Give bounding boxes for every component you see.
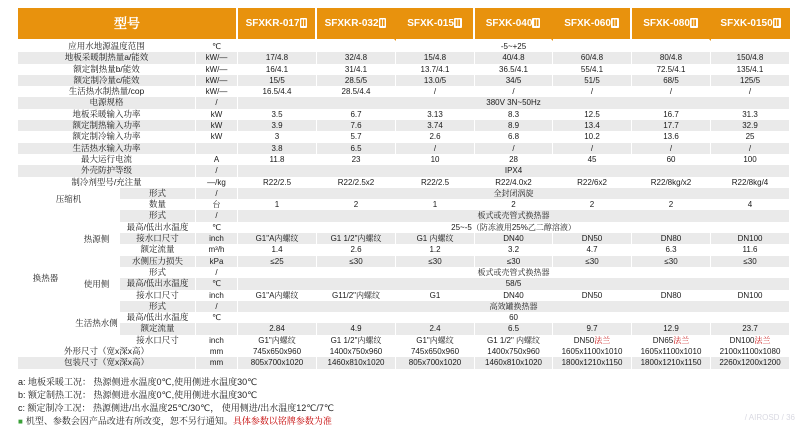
value-cell: ≤30 xyxy=(553,256,632,267)
value-cell: / xyxy=(711,143,790,154)
value-cell: R22/6x2 xyxy=(553,177,632,188)
spanning-value-cell: -5~+25 xyxy=(238,41,790,52)
value-cell: 32/4.8 xyxy=(317,52,396,63)
value-cell: 15/5 xyxy=(238,75,317,86)
table-row xyxy=(18,278,790,289)
unit-cell: ℃ xyxy=(196,312,238,323)
value-cell: / xyxy=(475,86,553,97)
unit-cell: inch xyxy=(196,233,238,244)
header-row xyxy=(18,8,790,41)
value-cell: 32.9 xyxy=(711,120,790,131)
value-cell: 17.7 xyxy=(632,120,711,131)
value-cell: 2 xyxy=(553,199,632,210)
spanning-value-cell: 板式或壳管式换热器 xyxy=(238,267,790,278)
row-label: 形式 xyxy=(120,210,196,221)
value-text: DN50 xyxy=(573,335,595,345)
value-cell xyxy=(632,335,711,346)
value-cell: G1 1/2" 内螺纹 xyxy=(475,335,553,346)
spanning-value-cell: 全封闭涡旋 xyxy=(238,188,790,199)
green-square-bullet-icon: ■ xyxy=(18,417,23,426)
table-row xyxy=(18,210,790,221)
unit-cell: / xyxy=(196,267,238,278)
value-cell: G1"内螺纹 xyxy=(238,335,317,346)
value-cell: 10 xyxy=(396,154,475,165)
spanning-value-cell: 58/5 xyxy=(238,278,790,289)
unit-cell: / xyxy=(196,301,238,312)
value-cell: G1 1/2"内螺纹 xyxy=(317,233,396,244)
table-row xyxy=(18,244,790,255)
unit-cell: m³/h xyxy=(196,244,238,255)
value-cell: 13.4 xyxy=(553,120,632,131)
unit-cell: 台 xyxy=(196,199,238,210)
disclaimer-text: 机型、参数会因产品改进有所改变，恕不另行通知。 xyxy=(25,416,233,426)
value-cell: 31.3 xyxy=(711,109,790,120)
footnote-c: c: 额定制冷工况： 热源侧进/出水温度25℃/30℃， 使用侧进/出水温度12℃/7℃ xyxy=(18,403,334,413)
value-cell: 2 xyxy=(475,199,553,210)
model-header-sfxk-040 xyxy=(475,8,553,41)
value-cell: 1 xyxy=(238,199,317,210)
value-cell: 16.7 xyxy=(632,109,711,120)
unit-cell: ℃ xyxy=(196,41,238,52)
unit-cell: kPa xyxy=(196,256,238,267)
value-cell: 45 xyxy=(553,154,632,165)
value-cell: / xyxy=(711,86,790,97)
value-cell: 2 xyxy=(632,199,711,210)
value-cell: 40/4.8 xyxy=(475,52,553,63)
value-cell: DN100 xyxy=(711,290,790,301)
value-cell: 5.7 xyxy=(317,131,396,142)
model-name: SFXKR-032 xyxy=(324,18,379,29)
value-cell: 8.3 xyxy=(475,109,553,120)
row-label: 额定流量 xyxy=(120,244,196,255)
row-label: 数量 xyxy=(120,199,196,210)
table-row xyxy=(18,290,790,301)
table-row xyxy=(18,256,790,267)
value-cell: 2 xyxy=(317,199,396,210)
value-cell: 36.5/4.1 xyxy=(475,64,553,75)
value-cell: 1605x1100x1010 xyxy=(553,346,632,357)
model-suffix-badge: Ⅱ xyxy=(454,18,461,28)
model-suffix-badge: Ⅱ xyxy=(773,18,780,28)
model-header-sfxk-0150 xyxy=(711,8,790,41)
unit-cell: inch xyxy=(196,335,238,346)
row-label: 接水口尺寸 xyxy=(120,335,196,346)
unit-cell: kW/— xyxy=(196,75,238,86)
value-cell: / xyxy=(475,143,553,154)
value-cell: 13.6 xyxy=(632,131,711,142)
value-cell: ≤30 xyxy=(396,256,475,267)
value-cell: 28 xyxy=(475,154,553,165)
value-cell: R22/8kg/4 xyxy=(711,177,790,188)
value-cell xyxy=(711,335,790,346)
unit-cell: ℃ xyxy=(196,278,238,289)
value-cell: 1400x750x960 xyxy=(317,346,396,357)
value-cell: / xyxy=(396,143,475,154)
unit-cell: —/kg xyxy=(196,177,238,188)
value-cell: 2100x1100x1080 xyxy=(711,346,790,357)
value-cell: ≤30 xyxy=(711,256,790,267)
value-cell: 16/4.1 xyxy=(238,64,317,75)
value-cell: ≤30 xyxy=(317,256,396,267)
value-cell: 31/4.1 xyxy=(317,64,396,75)
value-cell: 7.6 xyxy=(317,120,396,131)
value-cell: 68/5 xyxy=(632,75,711,86)
unit-cell: / xyxy=(196,165,238,176)
value-cell: 16.5/4.4 xyxy=(238,86,317,97)
value-cell: 2.6 xyxy=(396,131,475,142)
row-label: 外壳防护等级 xyxy=(18,165,196,176)
row-subgroup-label: 生活热水侧 xyxy=(74,301,120,346)
value-cell: 1800x1210x1150 xyxy=(632,357,711,368)
table-row xyxy=(18,267,790,278)
value-cell: 15/4.8 xyxy=(396,52,475,63)
unit-cell: A xyxy=(196,154,238,165)
footnote-a: a: 地板采暖工况： 热源侧进水温度0℃,使用侧进水温度30℃ xyxy=(18,377,258,387)
value-cell: / xyxy=(632,86,711,97)
table-row xyxy=(18,222,790,233)
spanning-value-cell: 25~-5（防冻液用25%乙二醇溶液） xyxy=(238,222,790,233)
row-subgroup-label: 热源侧 xyxy=(74,210,120,266)
value-text: DN65 xyxy=(652,335,674,345)
unit-cell: kW xyxy=(196,131,238,142)
model-header-sfxkr-017 xyxy=(238,8,317,41)
row-label: 形式 xyxy=(120,267,196,278)
model-name: SFXKR-017 xyxy=(245,18,300,29)
table-row xyxy=(18,335,790,346)
row-label: 额定制冷输入功率 xyxy=(18,131,196,142)
table-row xyxy=(18,346,790,357)
value-cell: 1400x750x960 xyxy=(475,346,553,357)
value-cell: 150/4.8 xyxy=(711,52,790,63)
table-row xyxy=(18,177,790,188)
spanning-value-cell: 板式或壳管式换热器 xyxy=(238,210,790,221)
model-suffix-badge: Ⅱ xyxy=(379,18,386,28)
value-cell: 1460x810x1020 xyxy=(317,357,396,368)
model-header-sfxk-080 xyxy=(632,8,711,41)
row-subgroup-label: 使用侧 xyxy=(74,267,120,301)
row-label: 地板采暖输入功率 xyxy=(18,109,196,120)
model-name: SFXK-060 xyxy=(564,18,611,29)
value-cell: G1 内螺纹 xyxy=(396,233,475,244)
value-cell: 34/5 xyxy=(475,75,553,86)
row-group-label: 压缩机 xyxy=(18,188,120,211)
row-label: 接水口尺寸 xyxy=(120,290,196,301)
value-cell: 4 xyxy=(711,199,790,210)
value-cell: 3.5 xyxy=(238,109,317,120)
value-cell: DN50 xyxy=(553,290,632,301)
model-header-sfxk-060 xyxy=(553,8,632,41)
value-cell: 3.74 xyxy=(396,120,475,131)
value-cell: G1"A内螺纹 xyxy=(238,290,317,301)
row-label: 接水口尺寸 xyxy=(120,233,196,244)
value-cell: 2.4 xyxy=(396,323,475,334)
table-row xyxy=(18,109,790,120)
footnotes xyxy=(18,376,334,426)
value-cell: DN40 xyxy=(475,233,553,244)
value-cell: 805x700x1020 xyxy=(238,357,317,368)
value-cell: 10.2 xyxy=(553,131,632,142)
value-cell: 9.7 xyxy=(553,323,632,334)
value-cell: 17/4.8 xyxy=(238,52,317,63)
value-cell: DN80 xyxy=(632,233,711,244)
value-cell: 1.2 xyxy=(396,244,475,255)
value-cell: 2260x1200x1200 xyxy=(711,357,790,368)
table-row xyxy=(18,131,790,142)
value-cell: 4.9 xyxy=(317,323,396,334)
model-name: SFXK-0150 xyxy=(720,18,773,29)
value-cell: R22/4.0x2 xyxy=(475,177,553,188)
value-cell xyxy=(553,335,632,346)
table-row xyxy=(18,188,790,199)
table-row xyxy=(18,41,790,52)
value-cell: 28.5/5 xyxy=(317,75,396,86)
footnote-disclaimer xyxy=(18,415,334,426)
unit-cell: mm xyxy=(196,346,238,357)
value-cell: 2.6 xyxy=(317,244,396,255)
value-cell: 6.3 xyxy=(632,244,711,255)
table-row xyxy=(18,75,790,86)
value-cell: 3.2 xyxy=(475,244,553,255)
unit-cell: ℃ xyxy=(196,222,238,233)
row-label: 最高/低出水温度 xyxy=(120,278,196,289)
value-cell: 51/5 xyxy=(553,75,632,86)
value-cell: ≤25 xyxy=(238,256,317,267)
unit-cell xyxy=(196,143,238,154)
table-row xyxy=(18,323,790,334)
value-cell: 80/4.8 xyxy=(632,52,711,63)
value-cell: 25 xyxy=(711,131,790,142)
value-cell: 28.5/4.4 xyxy=(317,86,396,97)
row-label: 生活热水制热量/cop xyxy=(18,86,196,97)
row-label: 最高/低出水温度 xyxy=(120,222,196,233)
unit-cell: mm xyxy=(196,357,238,368)
row-label: 应用水地源温度范围 xyxy=(18,41,196,52)
value-cell: 805x700x1020 xyxy=(396,357,475,368)
table-row xyxy=(18,52,790,63)
value-cell: 12.9 xyxy=(632,323,711,334)
value-flange-red-text: 法兰 xyxy=(594,335,611,345)
row-label: 额定流量 xyxy=(120,323,196,334)
value-cell: G1 1/2"内螺纹 xyxy=(317,335,396,346)
value-cell: R22/2.5 xyxy=(396,177,475,188)
value-cell: 60/4.8 xyxy=(553,52,632,63)
model-header-sfxkr-032 xyxy=(317,8,396,41)
table-row xyxy=(18,64,790,75)
spanning-value-cell: 60 xyxy=(238,312,790,323)
value-flange-red-text: 法兰 xyxy=(754,335,771,345)
unit-cell xyxy=(196,323,238,334)
table-row xyxy=(18,86,790,97)
value-cell: 11.6 xyxy=(711,244,790,255)
row-label: 水侧压力损失 xyxy=(120,256,196,267)
value-text: DN100 xyxy=(729,335,755,345)
value-cell: 4.7 xyxy=(553,244,632,255)
value-cell: 13.0/5 xyxy=(396,75,475,86)
model-column-header: 型号 xyxy=(18,8,238,41)
value-cell: 12.5 xyxy=(553,109,632,120)
table-row xyxy=(18,312,790,323)
value-cell: 745x650x960 xyxy=(238,346,317,357)
unit-cell: kW/— xyxy=(196,64,238,75)
value-cell: G1 xyxy=(396,290,475,301)
table-header xyxy=(18,8,790,41)
unit-cell: kW xyxy=(196,120,238,131)
value-cell: ≤30 xyxy=(475,256,553,267)
value-cell: 100 xyxy=(711,154,790,165)
page-watermark: / AIROSD / 36 xyxy=(744,413,795,422)
value-cell: 1 xyxy=(396,199,475,210)
value-cell: 23 xyxy=(317,154,396,165)
row-label: 额定制热量b/能效 xyxy=(18,64,196,75)
value-cell: 3.13 xyxy=(396,109,475,120)
unit-cell: kW/— xyxy=(196,86,238,97)
value-cell: DN100 xyxy=(711,233,790,244)
value-cell: 135/4.1 xyxy=(711,64,790,75)
model-name: SFXK-080 xyxy=(643,18,690,29)
model-suffix-badge: Ⅱ xyxy=(611,18,618,28)
value-cell: 6.5 xyxy=(317,143,396,154)
row-label: 制冷剂型号/充注量 xyxy=(18,177,196,188)
value-cell: 1605x1100x1010 xyxy=(632,346,711,357)
value-cell: R22/2.5 xyxy=(238,177,317,188)
value-cell: / xyxy=(632,143,711,154)
row-label: 最大运行电流 xyxy=(18,154,196,165)
unit-cell: / xyxy=(196,97,238,108)
table-row xyxy=(18,120,790,131)
footnote-b: b: 额定制热工况： 热源侧进水温度0℃,使用侧进水温度30℃ xyxy=(18,390,258,400)
model-suffix-badge: Ⅱ xyxy=(533,18,540,28)
model-suffix-badge: Ⅱ xyxy=(300,18,307,28)
model-name: SFXK-015 xyxy=(407,18,454,29)
row-label: 电源规格 xyxy=(18,97,196,108)
table-row xyxy=(18,143,790,154)
value-cell: 23.7 xyxy=(711,323,790,334)
value-cell: 11.8 xyxy=(238,154,317,165)
value-cell: ≤30 xyxy=(632,256,711,267)
value-cell: / xyxy=(396,86,475,97)
table-row xyxy=(18,165,790,176)
model-header-sfxk-015 xyxy=(396,8,475,41)
table-row xyxy=(18,97,790,108)
model-suffix-badge: Ⅱ xyxy=(690,18,697,28)
value-cell: / xyxy=(553,143,632,154)
spanning-value-cell: 380V 3N~50Hz xyxy=(238,97,790,108)
row-label: 生活热水输入功率 xyxy=(18,143,196,154)
value-cell: 8.9 xyxy=(475,120,553,131)
disclaimer-red-text: 具体参数以铭牌参数为准 xyxy=(232,416,332,426)
value-cell: 6.8 xyxy=(475,131,553,142)
value-cell: 1460x810x1020 xyxy=(475,357,553,368)
value-cell: 3 xyxy=(238,131,317,142)
value-cell: 3.9 xyxy=(238,120,317,131)
table-row xyxy=(18,301,790,312)
unit-cell: kW xyxy=(196,109,238,120)
value-cell: 1800x1210x1150 xyxy=(553,357,632,368)
row-label: 包装尺寸（宽x深x高） xyxy=(18,357,196,368)
value-cell: R22/8kg/x2 xyxy=(632,177,711,188)
unit-cell: kW/— xyxy=(196,52,238,63)
spanning-value-cell: IPX4 xyxy=(238,165,790,176)
unit-cell: / xyxy=(196,188,238,199)
value-cell: / xyxy=(553,86,632,97)
value-cell: G1"A内螺纹 xyxy=(238,233,317,244)
row-label: 外形尺寸（宽x深x高） xyxy=(18,346,196,357)
table-row xyxy=(18,199,790,210)
value-cell: DN80 xyxy=(632,290,711,301)
row-label: 额定制冷量c/能效 xyxy=(18,75,196,86)
table-row xyxy=(18,357,790,368)
spanning-value-cell: 高效罐换热器 xyxy=(238,301,790,312)
value-cell: 1.4 xyxy=(238,244,317,255)
row-label: 额定制热输入功率 xyxy=(18,120,196,131)
value-cell: 3.8 xyxy=(238,143,317,154)
value-cell: G11/2"内螺纹 xyxy=(317,290,396,301)
value-cell: DN50 xyxy=(553,233,632,244)
row-label: 形式 xyxy=(120,188,196,199)
row-group-label: 换热器 xyxy=(18,210,74,346)
value-cell: 13.7/4.1 xyxy=(396,64,475,75)
value-cell: 6.5 xyxy=(475,323,553,334)
table-row xyxy=(18,233,790,244)
value-flange-red-text: 法兰 xyxy=(673,335,690,345)
value-cell: G1"内螺纹 xyxy=(396,335,475,346)
value-cell: R22/2.5x2 xyxy=(317,177,396,188)
value-cell: DN40 xyxy=(475,290,553,301)
row-label: 地板采暖制热量a/能效 xyxy=(18,52,196,63)
value-cell: 55/4.1 xyxy=(553,64,632,75)
row-label: 形式 xyxy=(120,301,196,312)
table-row xyxy=(18,154,790,165)
model-name: SFXK-040 xyxy=(485,18,533,29)
value-cell: 125/5 xyxy=(711,75,790,86)
row-label: 最高/低出水温度 xyxy=(120,312,196,323)
spec-table xyxy=(18,8,790,369)
unit-cell: inch xyxy=(196,290,238,301)
value-cell: 2.84 xyxy=(238,323,317,334)
value-cell: 6.7 xyxy=(317,109,396,120)
value-cell: 60 xyxy=(632,154,711,165)
value-cell: 72.5/4.1 xyxy=(632,64,711,75)
value-cell: 745x650x960 xyxy=(396,346,475,357)
unit-cell: / xyxy=(196,210,238,221)
